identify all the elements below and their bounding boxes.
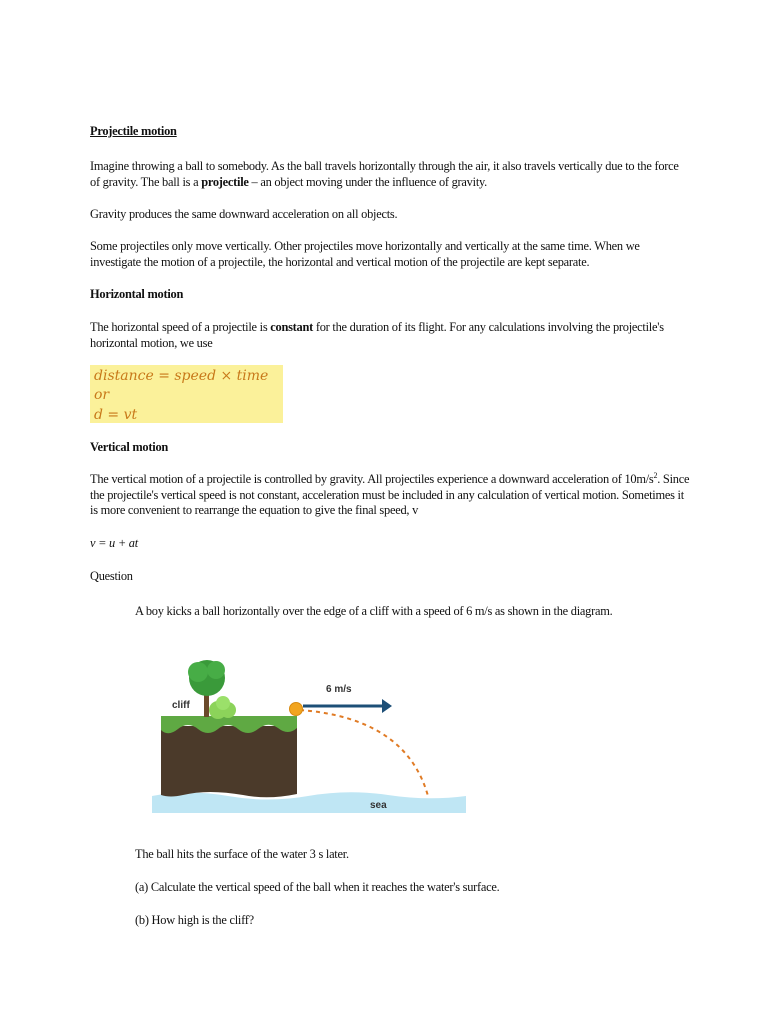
vertical-paragraph [90, 472, 690, 519]
horizontal-text: The horizontal speed of a projectile is [90, 320, 271, 334]
cliff-soil [161, 726, 297, 797]
bush-part [216, 696, 230, 710]
question-info: The ball hits the surface of the water 3 s later. [135, 847, 349, 861]
vertical-text-cont: . Since the projectile's vertical speed is not constant, acceleration must be included in any calculation of vertical motion. Sometimes it is more convenient to rearrange the equation to give the final speed, v [90, 472, 690, 517]
sea-water [152, 792, 466, 813]
intro-paragraph-3: Some projectiles only move vertically. Other projectiles move horizontally and vertically at the same time. When we investigate the motion of a projectile, the horizontal and vertical motion of the projectile are kept separate. [90, 239, 640, 269]
formula-box [90, 365, 283, 423]
formula-line-2: or [94, 387, 110, 403]
question-part-a: (a) Calculate the vertical speed of the ball when it reaches the water's surface. [135, 880, 500, 894]
tree-leaf [207, 661, 225, 679]
constant-term: constant [270, 320, 314, 334]
intro-text: Imagine throwing a ball to somebody. As the ball travels horizontally through the air, it also travels vertically due to the force of gravity. The ball is a [90, 159, 679, 189]
intro-paragraph-2: Gravity produces the same downward acceleration on all objects. [90, 207, 398, 221]
cliff-label: cliff [172, 700, 190, 711]
horizontal-heading: Horizontal motion [90, 287, 184, 301]
vertical-heading: Vertical motion [90, 440, 169, 454]
question-part-b: (b) How high is the cliff? [135, 913, 254, 927]
horizontal-paragraph [90, 320, 690, 351]
velocity-equation: v = u + at [90, 536, 138, 550]
horizontal-text-cont: for the duration of its flight. For any calculations involving the projectile's horizontal motion, we use [90, 320, 664, 350]
vertical-text: The vertical motion of a projectile is controlled by gravity. All projectiles experience a downward acceleration of 10m/s [90, 472, 654, 486]
projectile-term: projectile [201, 174, 249, 189]
superscript: 2 [653, 470, 658, 480]
sea-label: sea [370, 800, 387, 811]
page-title: Projectile motion [90, 124, 177, 138]
question-prompt: A boy kicks a ball horizontally over the edge of a cliff with a speed of 6 m/s as shown in the diagram. [135, 604, 613, 618]
speed-label: 6 m/s [326, 684, 352, 695]
intro-paragraph-1 [90, 159, 690, 190]
ball-icon [290, 703, 303, 716]
question-label: Question [90, 569, 133, 583]
tree-leaf [188, 662, 208, 682]
formula-line-1: distance = speed × time [94, 368, 269, 384]
trajectory-path [300, 710, 428, 796]
formula-line-3: d = vt [94, 407, 138, 423]
arrow-head-icon [382, 699, 392, 713]
intro-text-cont: – an object moving under the influence of gravity. [248, 174, 487, 189]
cliff-diagram [148, 650, 468, 818]
